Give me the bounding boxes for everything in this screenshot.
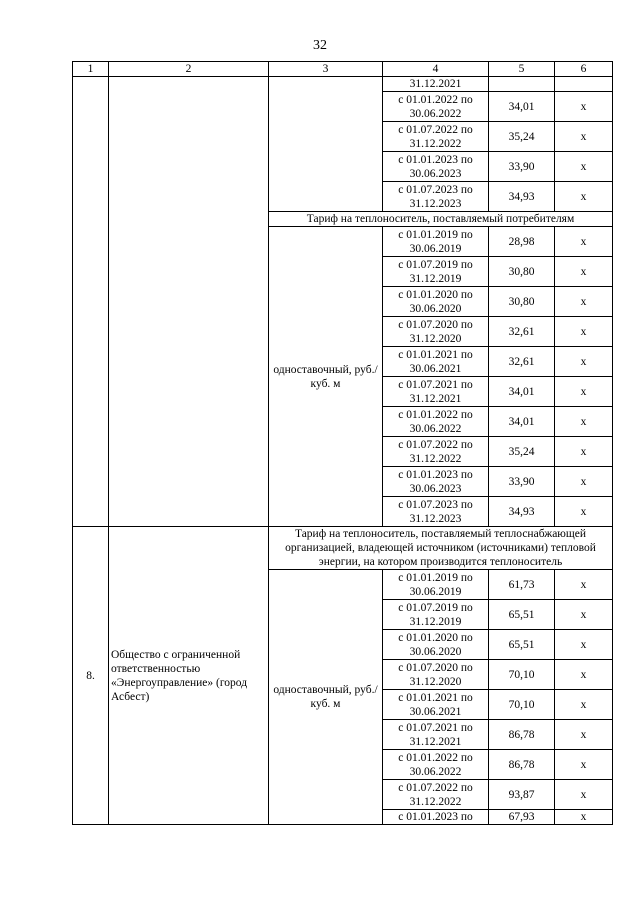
organization-cell: Общество с ограниченной ответственностью «Энергоуправление» (город Асбест) bbox=[109, 527, 269, 825]
mark-cell: х bbox=[555, 317, 613, 347]
period-cell: с 01.01.2019 по 30.06.2019 bbox=[383, 570, 489, 600]
page-number: 32 bbox=[313, 38, 327, 53]
period-cell: с 01.01.2020 по 30.06.2020 bbox=[383, 287, 489, 317]
tariff-value-cell: 28,98 bbox=[489, 227, 555, 257]
mark-cell: х bbox=[555, 600, 613, 630]
mark-cell: х bbox=[555, 750, 613, 780]
tariff-value-cell: 34,01 bbox=[489, 377, 555, 407]
tariff-value-cell: 34,93 bbox=[489, 182, 555, 212]
tariff-value-cell: 34,01 bbox=[489, 92, 555, 122]
period-cell: с 01.07.2020 по 31.12.2020 bbox=[383, 660, 489, 690]
column-header: 1 bbox=[73, 62, 109, 77]
tariff-value-cell: 34,93 bbox=[489, 497, 555, 527]
column-header: 2 bbox=[109, 62, 269, 77]
organization-cell bbox=[109, 77, 269, 527]
period-cell: с 01.07.2022 по 31.12.2022 bbox=[383, 437, 489, 467]
period-cell: с 01.07.2023 по 31.12.2023 bbox=[383, 182, 489, 212]
mark-cell: х bbox=[555, 497, 613, 527]
tariff-table bbox=[72, 61, 613, 825]
period-cell: с 01.01.2023 по 30.06.2023 bbox=[383, 152, 489, 182]
period-cell: с 01.01.2022 по 30.06.2022 bbox=[383, 407, 489, 437]
mark-cell: х bbox=[555, 287, 613, 317]
row-number-cell: 8. bbox=[73, 527, 109, 825]
column-header: 5 bbox=[489, 62, 555, 77]
mark-cell bbox=[555, 77, 613, 92]
tariff-value-cell: 65,51 bbox=[489, 630, 555, 660]
period-cell: с 01.07.2020 по 31.12.2020 bbox=[383, 317, 489, 347]
period-cell: с 01.01.2023 по bbox=[383, 810, 489, 825]
column-header: 4 bbox=[383, 62, 489, 77]
period-cell: с 01.01.2019 по 30.06.2019 bbox=[383, 227, 489, 257]
mark-cell: х bbox=[555, 257, 613, 287]
mark-cell: х bbox=[555, 780, 613, 810]
mark-cell: х bbox=[555, 152, 613, 182]
mark-cell: х bbox=[555, 630, 613, 660]
tariff-value-cell: 70,10 bbox=[489, 660, 555, 690]
section-heading-row bbox=[73, 527, 613, 570]
period-cell: с 01.01.2021 по 30.06.2021 bbox=[383, 690, 489, 720]
column-number-row bbox=[73, 62, 613, 77]
period-cell: с 01.07.2021 по 31.12.2021 bbox=[383, 720, 489, 750]
period-cell: с 01.01.2022 по 30.06.2022 bbox=[383, 92, 489, 122]
column-header: 3 bbox=[269, 62, 383, 77]
tariff-value-cell: 33,90 bbox=[489, 152, 555, 182]
tariff-value-cell: 70,10 bbox=[489, 690, 555, 720]
unit-cell bbox=[269, 77, 383, 212]
tariff-value-cell: 67,93 bbox=[489, 810, 555, 825]
tariff-value-cell: 32,61 bbox=[489, 317, 555, 347]
tariff-value-cell: 33,90 bbox=[489, 467, 555, 497]
tariff-value-cell: 93,87 bbox=[489, 780, 555, 810]
period-cell: с 01.07.2019 по 31.12.2019 bbox=[383, 257, 489, 287]
period-cell: с 01.07.2021 по 31.12.2021 bbox=[383, 377, 489, 407]
period-cell: 31.12.2021 bbox=[383, 77, 489, 92]
tariff-value-cell: 86,78 bbox=[489, 720, 555, 750]
mark-cell: х bbox=[555, 570, 613, 600]
mark-cell: х bbox=[555, 467, 613, 497]
tariff-value-cell: 32,61 bbox=[489, 347, 555, 377]
mark-cell: х bbox=[555, 122, 613, 152]
tariff-value-cell: 61,73 bbox=[489, 570, 555, 600]
period-cell: с 01.01.2020 по 30.06.2020 bbox=[383, 630, 489, 660]
column-header: 6 bbox=[555, 62, 613, 77]
mark-cell: х bbox=[555, 720, 613, 750]
period-cell: с 01.01.2023 по 30.06.2023 bbox=[383, 467, 489, 497]
unit-cell: одноставочный, руб./куб. м bbox=[269, 227, 383, 527]
tariff-value-cell: 35,24 bbox=[489, 437, 555, 467]
mark-cell: х bbox=[555, 437, 613, 467]
tariff-value-cell: 35,24 bbox=[489, 122, 555, 152]
mark-cell: х bbox=[555, 810, 613, 825]
row-number-cell bbox=[73, 77, 109, 527]
tariff-value-cell: 86,78 bbox=[489, 750, 555, 780]
period-cell: с 01.01.2021 по 30.06.2021 bbox=[383, 347, 489, 377]
period-cell: с 01.07.2019 по 31.12.2019 bbox=[383, 600, 489, 630]
mark-cell: х bbox=[555, 690, 613, 720]
section-heading: Тариф на теплоноситель, поставляемый потребителям bbox=[269, 212, 613, 227]
tariff-value-cell: 34,01 bbox=[489, 407, 555, 437]
period-cell: с 01.07.2022 по 31.12.2022 bbox=[383, 122, 489, 152]
mark-cell: х bbox=[555, 407, 613, 437]
tariff-value-cell bbox=[489, 77, 555, 92]
period-cell: с 01.07.2023 по 31.12.2023 bbox=[383, 497, 489, 527]
table-row bbox=[73, 77, 613, 92]
tariff-value-cell: 65,51 bbox=[489, 600, 555, 630]
mark-cell: х bbox=[555, 92, 613, 122]
mark-cell: х bbox=[555, 227, 613, 257]
period-cell: с 01.07.2022 по 31.12.2022 bbox=[383, 780, 489, 810]
mark-cell: х bbox=[555, 347, 613, 377]
mark-cell: х bbox=[555, 182, 613, 212]
period-cell: с 01.01.2022 по 30.06.2022 bbox=[383, 750, 489, 780]
section-heading: Тариф на теплоноситель, поставляемый теплоснабжающей организацией, владеющей источником (источниками) тепловой энергии, на котором производится теплоноситель bbox=[269, 527, 613, 570]
tariff-value-cell: 30,80 bbox=[489, 287, 555, 317]
mark-cell: х bbox=[555, 660, 613, 690]
tariff-value-cell: 30,80 bbox=[489, 257, 555, 287]
unit-cell: одноставочный, руб./куб. м bbox=[269, 570, 383, 825]
mark-cell: х bbox=[555, 377, 613, 407]
